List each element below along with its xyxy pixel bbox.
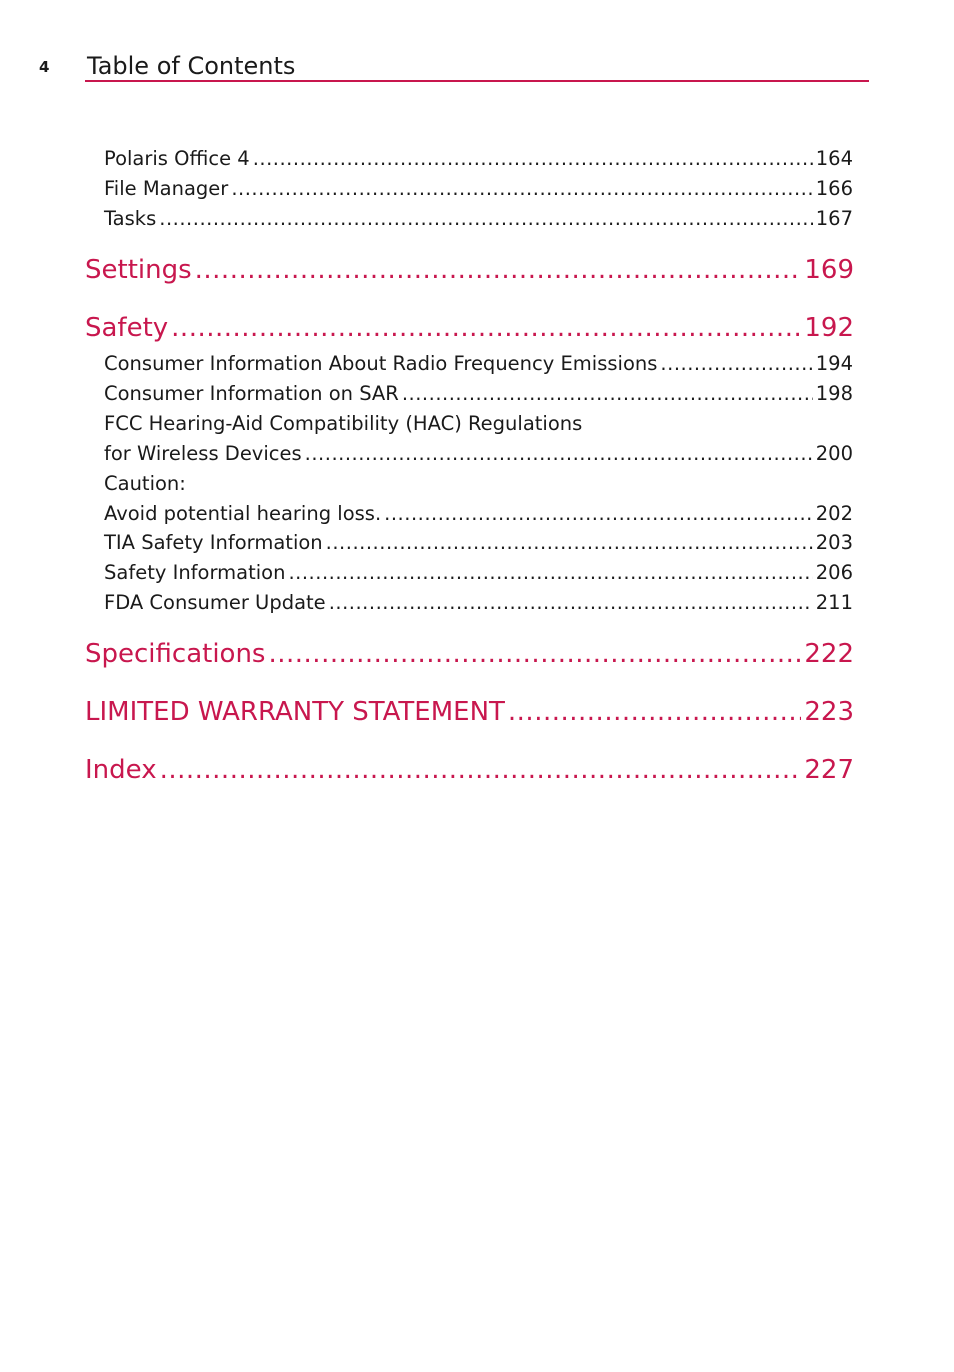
toc-entry-title: Avoid potential hearing loss. <box>104 502 382 525</box>
toc-entry-page: 167 <box>815 207 853 230</box>
toc-entry-caution[interactable] <box>104 472 853 500</box>
toc-entry-safety-info[interactable] <box>104 561 853 589</box>
toc-section-index[interactable] <box>85 755 854 791</box>
toc-entry-title: Tasks <box>104 207 157 230</box>
toc-entry-title: Caution: <box>104 472 186 495</box>
toc-section-page: 169 <box>804 255 854 285</box>
leader-dots <box>268 639 801 669</box>
toc-section-page: 222 <box>804 639 854 669</box>
toc-entry-title: TIA Safety Information <box>104 531 323 554</box>
page-number: 4 <box>39 58 50 76</box>
toc-entry-file-manager[interactable] <box>104 177 853 205</box>
leader-dots <box>231 177 812 200</box>
toc-entry-polaris-office[interactable] <box>104 147 853 175</box>
toc-entry-title: Polaris Office 4 <box>104 147 250 170</box>
header-divider <box>85 80 869 82</box>
toc-entry-tia-safety[interactable] <box>104 531 853 559</box>
toc-entry-sar[interactable] <box>104 382 853 410</box>
leader-dots <box>402 382 813 405</box>
toc-entry-title: FDA Consumer Update <box>104 591 326 614</box>
leader-dots <box>171 313 801 343</box>
toc-section-title: Specifications <box>85 639 266 669</box>
toc-entry-page: 206 <box>815 561 853 584</box>
toc-entry-fda-update[interactable] <box>104 591 853 619</box>
toc-section-page: 227 <box>804 755 854 785</box>
leader-dots <box>160 755 802 785</box>
leader-dots <box>326 531 813 554</box>
leader-dots <box>329 591 813 614</box>
toc-section-limited-warranty[interactable] <box>85 697 854 733</box>
leader-dots <box>660 352 812 375</box>
toc-section-title: LIMITED WARRANTY STATEMENT <box>85 697 505 727</box>
toc-entry-hearing-loss[interactable] <box>104 502 853 530</box>
toc-entry-title: for Wireless Devices <box>104 442 302 465</box>
toc-entry-rf-emissions[interactable] <box>104 352 853 380</box>
leader-dots <box>384 502 813 525</box>
leader-dots <box>508 697 801 727</box>
toc-entry-page: 198 <box>815 382 853 405</box>
toc-entry-page: 202 <box>815 502 853 525</box>
leader-dots <box>305 442 813 465</box>
page-title: Table of Contents <box>87 52 296 80</box>
toc-entry-title: Consumer Information About Radio Frequency Emissions <box>104 352 658 375</box>
toc-section-title: Safety <box>85 313 169 343</box>
toc-section-settings[interactable] <box>85 255 854 291</box>
toc-entry-title: FCC Hearing-Aid Compatibility (HAC) Regulations <box>104 412 583 435</box>
toc-entry-page: 166 <box>815 177 853 200</box>
toc-entry-page: 194 <box>815 352 853 375</box>
toc-entry-page: 211 <box>815 591 853 614</box>
leader-dots <box>159 207 813 230</box>
toc-section-page: 223 <box>804 697 854 727</box>
toc-section-title: Index <box>85 755 157 785</box>
leader-dots <box>195 255 802 285</box>
toc-entry-title: Consumer Information on SAR <box>104 382 399 405</box>
toc-section-specifications[interactable] <box>85 639 854 675</box>
toc-entry-hac-line2[interactable] <box>104 442 853 470</box>
toc-section-page: 192 <box>804 313 854 343</box>
toc-entry-page: 200 <box>815 442 853 465</box>
toc-entry-page: 203 <box>815 531 853 554</box>
toc-entry-title: Safety Information <box>104 561 286 584</box>
toc-entry-hac-line1[interactable] <box>104 412 853 440</box>
toc-entry-tasks[interactable] <box>104 207 853 235</box>
toc-section-title: Settings <box>85 255 192 285</box>
toc-entry-title: File Manager <box>104 177 229 200</box>
toc-section-safety[interactable] <box>85 313 854 349</box>
toc-entry-page: 164 <box>815 147 853 170</box>
leader-dots <box>253 147 813 170</box>
leader-dots <box>288 561 812 584</box>
